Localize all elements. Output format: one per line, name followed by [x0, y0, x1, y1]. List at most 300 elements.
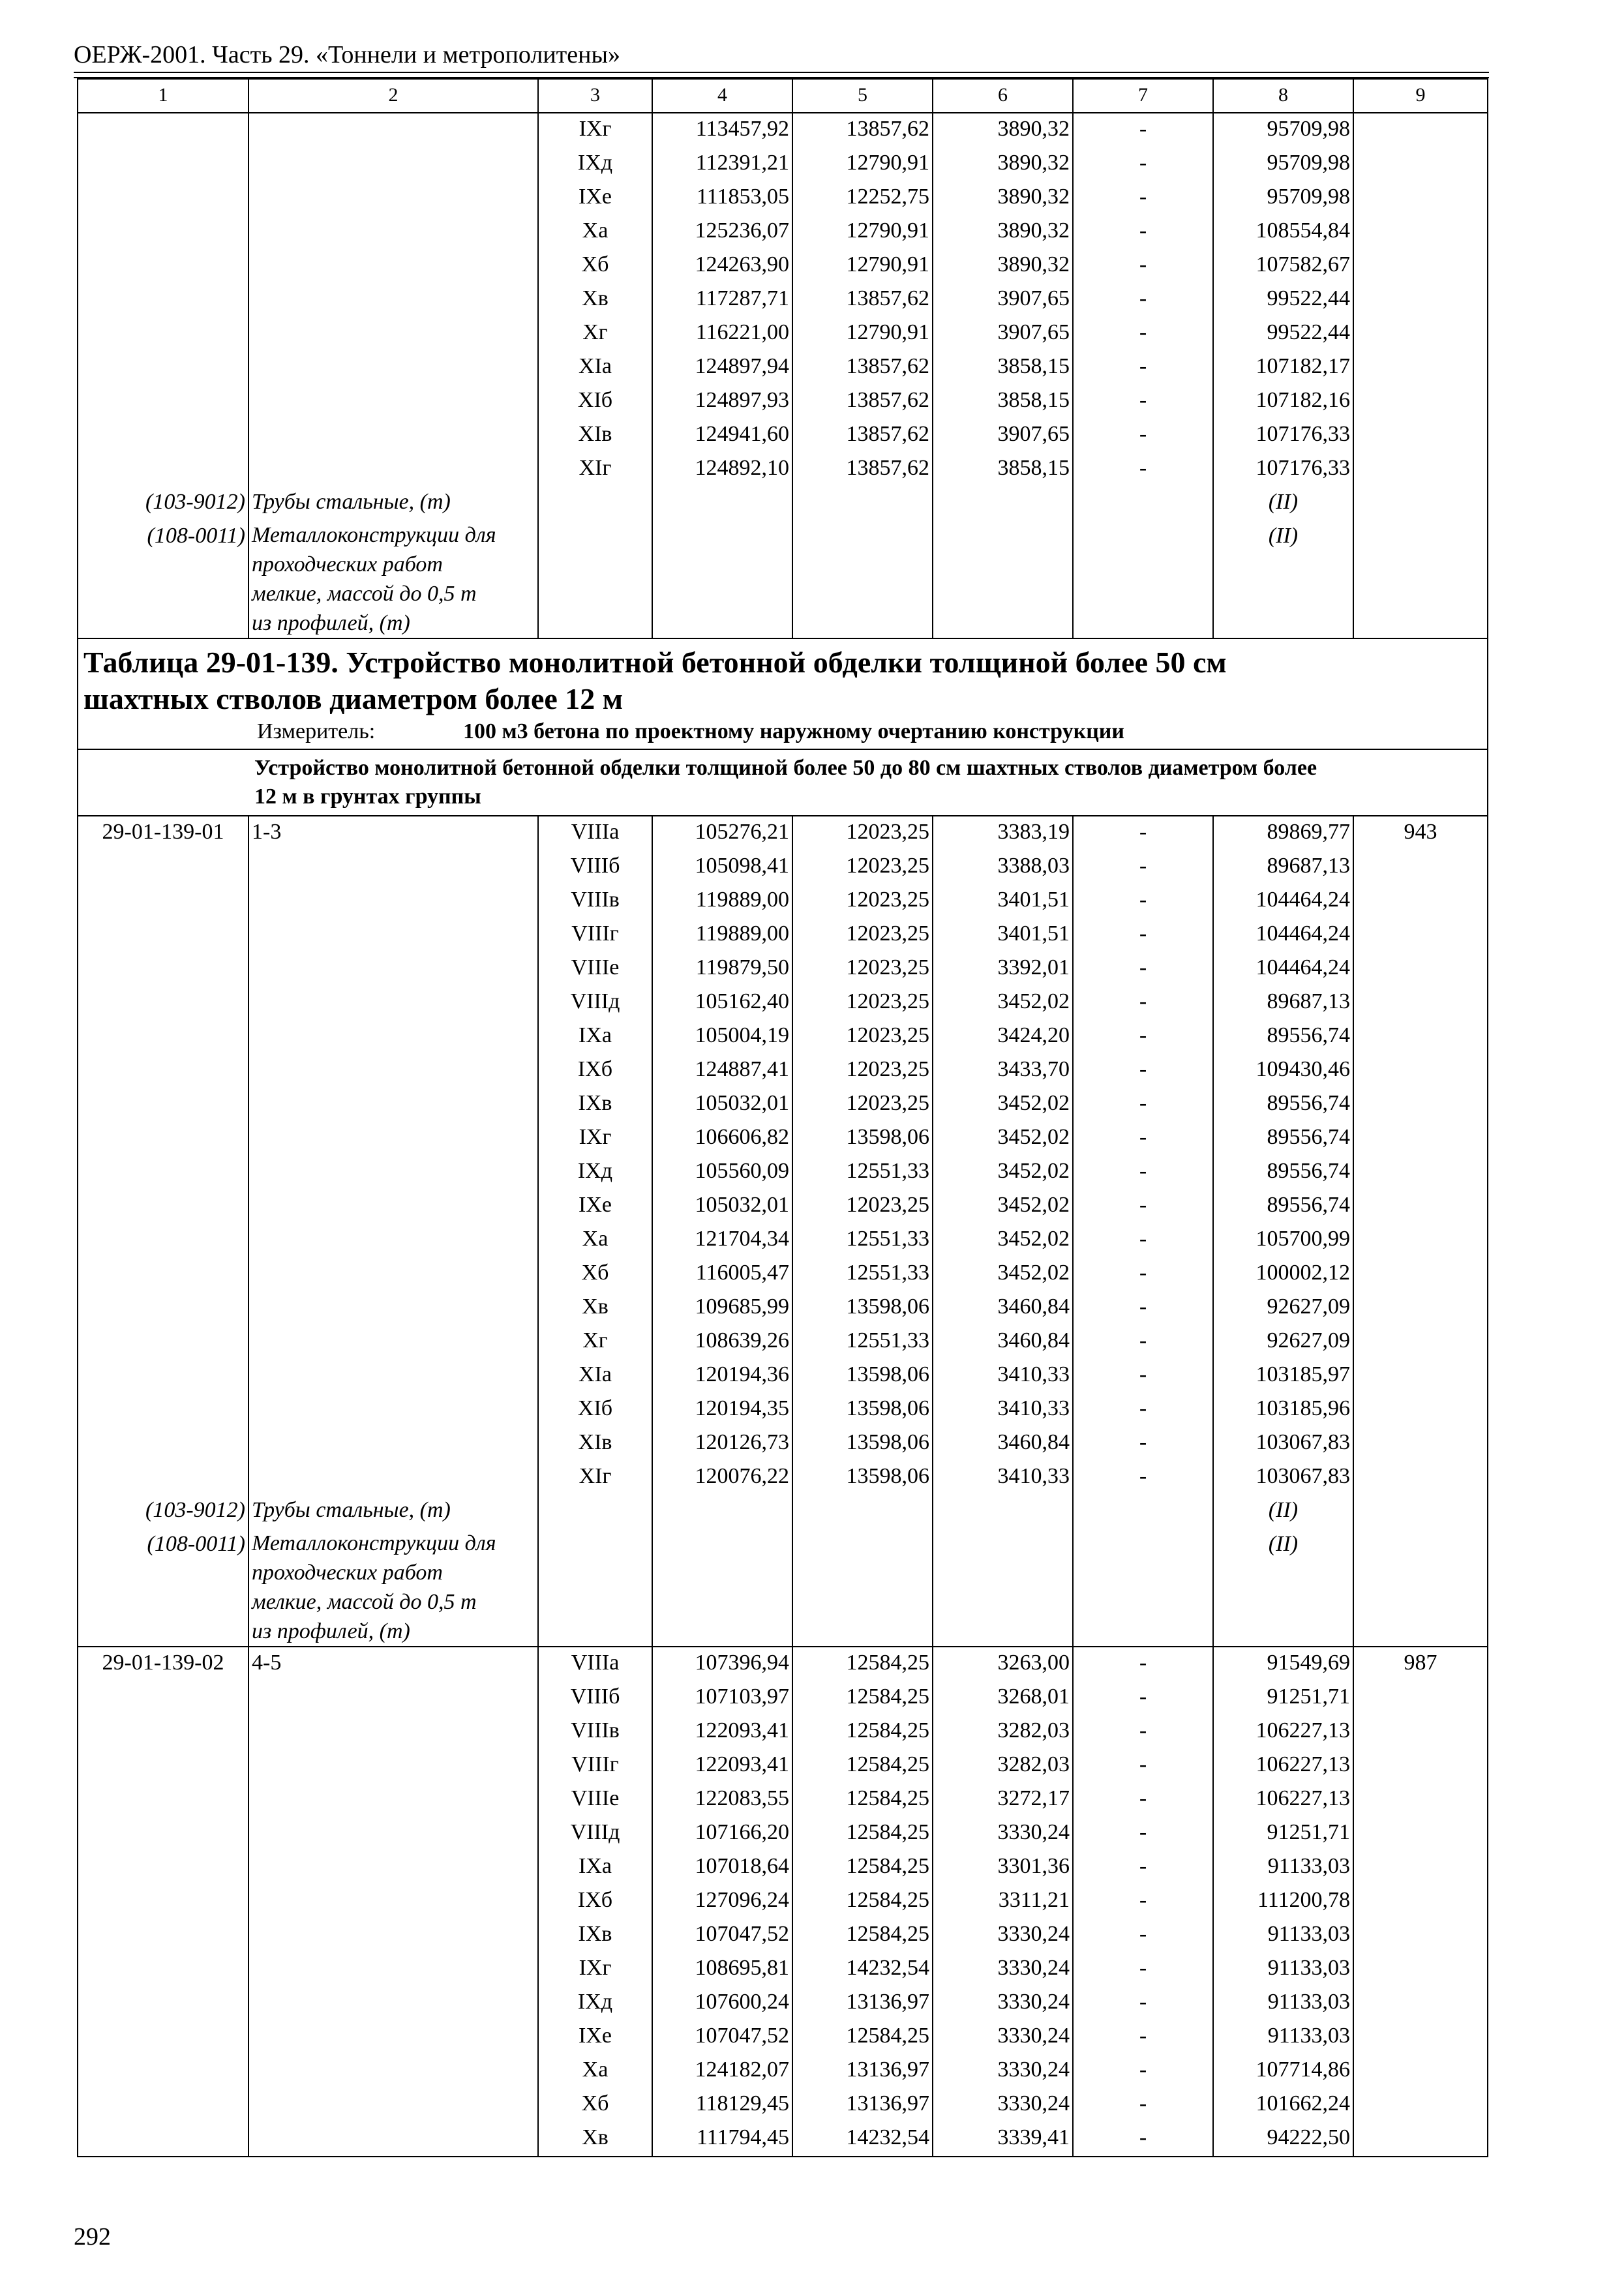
labor-cell	[1353, 1715, 1488, 1749]
empty-cell	[652, 1495, 792, 1529]
soil-group-cell	[248, 283, 538, 317]
table-row	[78, 1325, 1488, 1359]
materials-cell: 89556,74	[1213, 1088, 1353, 1122]
table-row	[78, 1054, 1488, 1088]
soil-group-cell	[248, 351, 538, 385]
colnum-3: 3	[538, 79, 652, 113]
materials-cell: 104464,24	[1213, 952, 1353, 986]
machinist-wages-cell: -	[1073, 918, 1213, 952]
soil-group-cell	[248, 1223, 538, 1257]
rate-code-cell	[78, 1257, 248, 1291]
machines-cell: 3452,02	[933, 1088, 1073, 1122]
machinist-wages-cell: -	[1073, 2054, 1213, 2088]
machinist-wages-cell: -	[1073, 1715, 1213, 1749]
table-row	[78, 1393, 1488, 1427]
direct-cost-cell: 107018,64	[652, 1851, 792, 1885]
soil-group-cell	[248, 1749, 538, 1783]
rate-code-cell	[78, 1681, 248, 1715]
materials-cell: 91133,03	[1213, 1952, 1353, 1986]
rate-code-cell	[78, 283, 248, 317]
zone-cell: IXд	[538, 1156, 652, 1189]
direct-cost-cell: 124941,60	[652, 419, 792, 453]
wages-cell: 14232,54	[792, 2122, 933, 2157]
materials-cell: 91133,03	[1213, 1986, 1353, 2020]
colnum-9: 9	[1353, 79, 1488, 113]
materials-cell: 91133,03	[1213, 1851, 1353, 1885]
direct-cost-cell: 119889,00	[652, 918, 792, 952]
empty-cell	[1073, 1495, 1213, 1529]
machinist-wages-cell: -	[1073, 113, 1213, 147]
direct-cost-cell: 124263,90	[652, 249, 792, 283]
direct-cost-cell: 124897,93	[652, 385, 792, 419]
empty-cell	[933, 1529, 1073, 1647]
labor-cell	[1353, 249, 1488, 283]
machines-cell: 3460,84	[933, 1291, 1073, 1325]
machines-cell: 3452,02	[933, 1257, 1073, 1291]
direct-cost-cell: 125236,07	[652, 215, 792, 249]
zone-cell: XIг	[538, 1461, 652, 1495]
soil-group-cell	[248, 181, 538, 215]
machines-cell: 3858,15	[933, 351, 1073, 385]
labor-cell	[1353, 215, 1488, 249]
zone-cell: XIв	[538, 419, 652, 453]
materials-cell: 103185,97	[1213, 1359, 1353, 1393]
zone-cell: IXг	[538, 113, 652, 147]
materials-cell: 111200,78	[1213, 1885, 1353, 1919]
labor-cell: 987	[1353, 1647, 1488, 1681]
zone-cell: IXе	[538, 181, 652, 215]
rate-code-cell	[78, 215, 248, 249]
soil-group-cell	[248, 1681, 538, 1715]
resource-name-line: проходческих работ	[252, 1561, 443, 1585]
machinist-wages-cell: -	[1073, 884, 1213, 918]
resource-row	[78, 1529, 1488, 1647]
rate-code-cell	[78, 385, 248, 419]
materials-cell: 107182,16	[1213, 385, 1353, 419]
labor-cell	[1353, 1054, 1488, 1088]
machinist-wages-cell: -	[1073, 2088, 1213, 2122]
soil-group-cell	[248, 419, 538, 453]
table-row	[78, 1223, 1488, 1257]
direct-cost-cell: 120194,35	[652, 1393, 792, 1427]
empty-cell	[1073, 486, 1213, 520]
soil-group-cell	[248, 215, 538, 249]
zone-cell: Xа	[538, 2054, 652, 2088]
soil-group-cell	[248, 1461, 538, 1495]
machines-cell: 3907,65	[933, 419, 1073, 453]
empty-cell	[792, 520, 933, 638]
soil-group-cell	[248, 453, 538, 486]
direct-cost-cell: 105098,41	[652, 850, 792, 884]
soil-group-cell	[248, 986, 538, 1020]
wages-cell: 12551,33	[792, 1325, 933, 1359]
zone-cell: IXб	[538, 1885, 652, 1919]
wages-cell: 13136,97	[792, 1986, 933, 2020]
direct-cost-cell: 119879,50	[652, 952, 792, 986]
zone-cell: XIа	[538, 1359, 652, 1393]
direct-cost-cell: 108639,26	[652, 1325, 792, 1359]
empty-cell	[1073, 520, 1213, 638]
page-number: 292	[74, 2223, 111, 2251]
work-description-line: 12 м в грунтах группы	[254, 785, 481, 809]
rate-code-cell	[78, 2122, 248, 2157]
table-row	[78, 2122, 1488, 2157]
rate-code-cell	[78, 2054, 248, 2088]
empty-cell	[538, 1529, 652, 1647]
resource-row	[78, 520, 1488, 638]
labor-cell	[1353, 1749, 1488, 1783]
soil-group-cell	[248, 2054, 538, 2088]
wages-cell: 13136,97	[792, 2088, 933, 2122]
soil-group-cell	[248, 1851, 538, 1885]
wages-cell: 13598,06	[792, 1461, 933, 1495]
machines-cell: 3452,02	[933, 1223, 1073, 1257]
machines-cell: 3460,84	[933, 1427, 1073, 1461]
direct-cost-cell: 116221,00	[652, 317, 792, 351]
labor-cell	[1353, 850, 1488, 884]
soil-group-cell	[248, 1257, 538, 1291]
rate-code-cell	[78, 1088, 248, 1122]
wages-cell: 12584,25	[792, 1681, 933, 1715]
machinist-wages-cell: -	[1073, 1291, 1213, 1325]
labor-cell	[1353, 1393, 1488, 1427]
table-title-line: шахтных стволов диаметром более 12 м	[83, 682, 624, 715]
direct-cost-cell: 120194,36	[652, 1359, 792, 1393]
colnum-4: 4	[652, 79, 792, 113]
labor-cell	[1353, 1952, 1488, 1986]
labor-cell	[1353, 1427, 1488, 1461]
table-row	[78, 1020, 1488, 1054]
direct-cost-cell: 121704,34	[652, 1223, 792, 1257]
rate-code-cell	[78, 1783, 248, 1817]
soil-group-cell	[248, 1325, 538, 1359]
machinist-wages-cell: -	[1073, 249, 1213, 283]
zone-cell: IXв	[538, 1088, 652, 1122]
empty-cell	[1353, 1495, 1488, 1529]
machines-cell: 3452,02	[933, 1189, 1073, 1223]
machines-cell: 3330,24	[933, 1919, 1073, 1952]
zone-cell: VIIIб	[538, 1681, 652, 1715]
labor-cell	[1353, 1257, 1488, 1291]
materials-cell: 91133,03	[1213, 1919, 1353, 1952]
labor-cell	[1353, 2054, 1488, 2088]
materials-cell: 107582,67	[1213, 249, 1353, 283]
machines-cell: 3392,01	[933, 952, 1073, 986]
wages-cell: 13857,62	[792, 283, 933, 317]
labor-cell	[1353, 986, 1488, 1020]
machinist-wages-cell: -	[1073, 351, 1213, 385]
labor-cell	[1353, 1020, 1488, 1054]
table-row	[78, 215, 1488, 249]
table-row	[78, 147, 1488, 181]
wages-cell: 13598,06	[792, 1359, 933, 1393]
wages-cell: 12252,75	[792, 181, 933, 215]
table-row	[78, 1257, 1488, 1291]
materials-cell: 89556,74	[1213, 1020, 1353, 1054]
materials-cell: 109430,46	[1213, 1054, 1353, 1088]
resource-name: Трубы стальные, (т)	[248, 1495, 538, 1529]
machinist-wages-cell: -	[1073, 1461, 1213, 1495]
colnum-2: 2	[248, 79, 538, 113]
wages-cell: 12551,33	[792, 1156, 933, 1189]
materials-cell: 108554,84	[1213, 215, 1353, 249]
machines-cell: 3268,01	[933, 1681, 1073, 1715]
wages-cell: 13857,62	[792, 419, 933, 453]
zone-cell: IXа	[538, 1851, 652, 1885]
materials-cell: 106227,13	[1213, 1749, 1353, 1783]
labor-cell	[1353, 147, 1488, 181]
materials-cell: 95709,98	[1213, 181, 1353, 215]
rate-code-cell	[78, 1325, 248, 1359]
direct-cost-cell: 105560,09	[652, 1156, 792, 1189]
machines-cell: 3433,70	[933, 1054, 1073, 1088]
resource-row	[78, 486, 1488, 520]
rate-code-cell	[78, 1020, 248, 1054]
machines-cell: 3383,19	[933, 816, 1073, 850]
labor-cell	[1353, 1291, 1488, 1325]
materials-cell: 101662,24	[1213, 2088, 1353, 2122]
machinist-wages-cell: -	[1073, 1749, 1213, 1783]
machines-cell: 3410,33	[933, 1359, 1073, 1393]
machines-cell: 3339,41	[933, 2122, 1073, 2157]
direct-cost-cell: 107047,52	[652, 2020, 792, 2054]
soil-group-cell	[248, 952, 538, 986]
machinist-wages-cell: -	[1073, 317, 1213, 351]
machines-cell: 3452,02	[933, 986, 1073, 1020]
direct-cost-cell: 118129,45	[652, 2088, 792, 2122]
labor-cell	[1353, 884, 1488, 918]
rate-code-cell	[78, 317, 248, 351]
rate-code-cell	[78, 181, 248, 215]
machinist-wages-cell: -	[1073, 850, 1213, 884]
wages-cell: 12023,25	[792, 1088, 933, 1122]
resource-code: (103-9012)	[78, 1495, 248, 1529]
soil-group-cell	[248, 1054, 538, 1088]
materials-cell: 89556,74	[1213, 1156, 1353, 1189]
empty-cell	[652, 486, 792, 520]
labor-cell	[1353, 1223, 1488, 1257]
materials-cell: 107176,33	[1213, 453, 1353, 486]
materials-cell: 103067,83	[1213, 1427, 1353, 1461]
soil-group-cell	[248, 1952, 538, 1986]
empty-cell	[538, 486, 652, 520]
direct-cost-cell: 105276,21	[652, 816, 792, 850]
machinist-wages-cell: -	[1073, 385, 1213, 419]
materials-cell: 107714,86	[1213, 2054, 1353, 2088]
materials-cell: 95709,98	[1213, 147, 1353, 181]
machines-cell: 3401,51	[933, 918, 1073, 952]
wages-cell: 12023,25	[792, 1189, 933, 1223]
wages-cell: 13857,62	[792, 351, 933, 385]
machinist-wages-cell: -	[1073, 1681, 1213, 1715]
colnum-1: 1	[78, 79, 248, 113]
table-row	[78, 1749, 1488, 1783]
direct-cost-cell: 107166,20	[652, 1817, 792, 1851]
direct-cost-cell: 113457,92	[652, 113, 792, 147]
zone-cell: XIб	[538, 385, 652, 419]
soil-group-cell	[248, 113, 538, 147]
rate-code-cell	[78, 1291, 248, 1325]
labor-cell	[1353, 918, 1488, 952]
machines-cell: 3330,24	[933, 1952, 1073, 1986]
resource-code: (108-0011)	[78, 1529, 248, 1647]
wages-cell: 12584,25	[792, 1817, 933, 1851]
soil-group-cell	[248, 1427, 538, 1461]
soil-group-cell	[248, 1393, 538, 1427]
zone-cell: VIIIв	[538, 1715, 652, 1749]
wages-cell: 13598,06	[792, 1393, 933, 1427]
wages-cell: 12023,25	[792, 918, 933, 952]
zone-cell: IXд	[538, 147, 652, 181]
labor-cell	[1353, 2020, 1488, 2054]
labor-cell	[1353, 181, 1488, 215]
soil-group-cell: 4-5	[248, 1647, 538, 1681]
machinist-wages-cell: -	[1073, 1054, 1213, 1088]
zone-cell: VIIIа	[538, 816, 652, 850]
rate-code-cell	[78, 113, 248, 147]
table-row	[78, 1919, 1488, 1952]
labor-cell	[1353, 419, 1488, 453]
empty-cell	[792, 486, 933, 520]
soil-group-cell	[248, 1189, 538, 1223]
table-row	[78, 351, 1488, 385]
rate-code-cell	[78, 1461, 248, 1495]
wages-cell: 12023,25	[792, 952, 933, 986]
rate-code-cell	[78, 419, 248, 453]
empty-cell	[792, 1529, 933, 1647]
zone-cell: VIIIе	[538, 952, 652, 986]
machines-cell: 3272,17	[933, 1783, 1073, 1817]
zone-cell: XIг	[538, 453, 652, 486]
table-row	[78, 1088, 1488, 1122]
zone-cell: XIб	[538, 1393, 652, 1427]
zone-cell: XIв	[538, 1427, 652, 1461]
machines-cell: 3907,65	[933, 317, 1073, 351]
resource-value: (II)	[1213, 1495, 1353, 1529]
wages-cell: 12023,25	[792, 986, 933, 1020]
direct-cost-cell: 111794,45	[652, 2122, 792, 2157]
machines-cell: 3858,15	[933, 385, 1073, 419]
labor-cell	[1353, 952, 1488, 986]
machinist-wages-cell: -	[1073, 1647, 1213, 1681]
resource-value: (II)	[1213, 1529, 1353, 1647]
table-row	[78, 1189, 1488, 1223]
resource-name-line: Металлоконструкции для	[252, 1531, 496, 1555]
empty-cell	[1353, 520, 1488, 638]
soil-group-cell	[248, 249, 538, 283]
work-description-line: Устройство монолитной бетонной обделки толщиной более 50 до 80 см шахтных стволов диаметром более	[254, 756, 1317, 780]
machinist-wages-cell: -	[1073, 1325, 1213, 1359]
rate-code-cell: 29-01-139-02	[78, 1647, 248, 1681]
zone-cell: Xв	[538, 283, 652, 317]
wages-cell: 12584,25	[792, 1783, 933, 1817]
machinist-wages-cell: -	[1073, 1427, 1213, 1461]
table-row	[78, 419, 1488, 453]
machinist-wages-cell: -	[1073, 181, 1213, 215]
materials-cell: 104464,24	[1213, 918, 1353, 952]
work-description	[78, 749, 1488, 816]
direct-cost-cell: 124897,94	[652, 351, 792, 385]
direct-cost-cell: 124182,07	[652, 2054, 792, 2088]
resource-name	[248, 1529, 538, 1647]
empty-cell	[1353, 486, 1488, 520]
table-row	[78, 1817, 1488, 1851]
direct-cost-cell: 107047,52	[652, 1919, 792, 1952]
machines-cell: 3263,00	[933, 1647, 1073, 1681]
machines-cell: 3330,24	[933, 1817, 1073, 1851]
resource-name-line: из профилей, (т)	[252, 1619, 410, 1643]
materials-cell: 95709,98	[1213, 113, 1353, 147]
labor-cell	[1353, 2088, 1488, 2122]
machines-cell: 3401,51	[933, 884, 1073, 918]
soil-group-cell	[248, 1156, 538, 1189]
table-title-row	[78, 638, 1488, 717]
materials-cell: 106227,13	[1213, 1783, 1353, 1817]
table-row	[78, 453, 1488, 486]
materials-cell: 91133,03	[1213, 2020, 1353, 2054]
table-title-line: Таблица 29-01-139. Устройство монолитной бетонной обделки толщиной более 50 см	[83, 646, 1227, 679]
wages-cell: 13857,62	[792, 113, 933, 147]
materials-cell: 100002,12	[1213, 1257, 1353, 1291]
machinist-wages-cell: -	[1073, 1851, 1213, 1885]
table-row	[78, 884, 1488, 918]
colnum-5: 5	[792, 79, 933, 113]
soil-group-cell	[248, 1715, 538, 1749]
machines-cell: 3330,24	[933, 2020, 1073, 2054]
direct-cost-cell: 109685,99	[652, 1291, 792, 1325]
empty-cell	[652, 520, 792, 638]
wages-cell: 12790,91	[792, 215, 933, 249]
meter-cell	[78, 717, 1488, 749]
table-row	[78, 2020, 1488, 2054]
labor-cell	[1353, 1885, 1488, 1919]
rate-code-cell	[78, 249, 248, 283]
zone-cell: Xа	[538, 215, 652, 249]
wages-cell: 12584,25	[792, 1715, 933, 1749]
machines-cell: 3282,03	[933, 1715, 1073, 1749]
table-row	[78, 850, 1488, 884]
resource-name-line: мелкие, массой до 0,5 т	[252, 1590, 477, 1614]
wages-cell: 12023,25	[792, 1054, 933, 1088]
machines-cell: 3410,33	[933, 1393, 1073, 1427]
wages-cell: 12023,25	[792, 884, 933, 918]
wages-cell: 12551,33	[792, 1223, 933, 1257]
empty-cell	[652, 1529, 792, 1647]
rate-code-cell	[78, 1393, 248, 1427]
machinist-wages-cell: -	[1073, 1189, 1213, 1223]
zone-cell: VIIIб	[538, 850, 652, 884]
zone-cell: VIIIд	[538, 1817, 652, 1851]
materials-cell: 91549,69	[1213, 1647, 1353, 1681]
machinist-wages-cell: -	[1073, 1952, 1213, 1986]
header-rule	[74, 72, 1489, 73]
zone-cell: IXв	[538, 1919, 652, 1952]
empty-cell	[792, 1495, 933, 1529]
colnum-7: 7	[1073, 79, 1213, 113]
machinist-wages-cell: -	[1073, 1393, 1213, 1427]
soil-group-cell	[248, 317, 538, 351]
wages-cell: 12790,91	[792, 147, 933, 181]
table-row	[78, 113, 1488, 147]
labor-cell	[1353, 1817, 1488, 1851]
machines-cell: 3452,02	[933, 1156, 1073, 1189]
rate-code-cell	[78, 2020, 248, 2054]
machinist-wages-cell: -	[1073, 1088, 1213, 1122]
direct-cost-cell: 105162,40	[652, 986, 792, 1020]
table-row	[78, 1783, 1488, 1817]
table-row	[78, 1647, 1488, 1681]
materials-cell: 89869,77	[1213, 816, 1353, 850]
